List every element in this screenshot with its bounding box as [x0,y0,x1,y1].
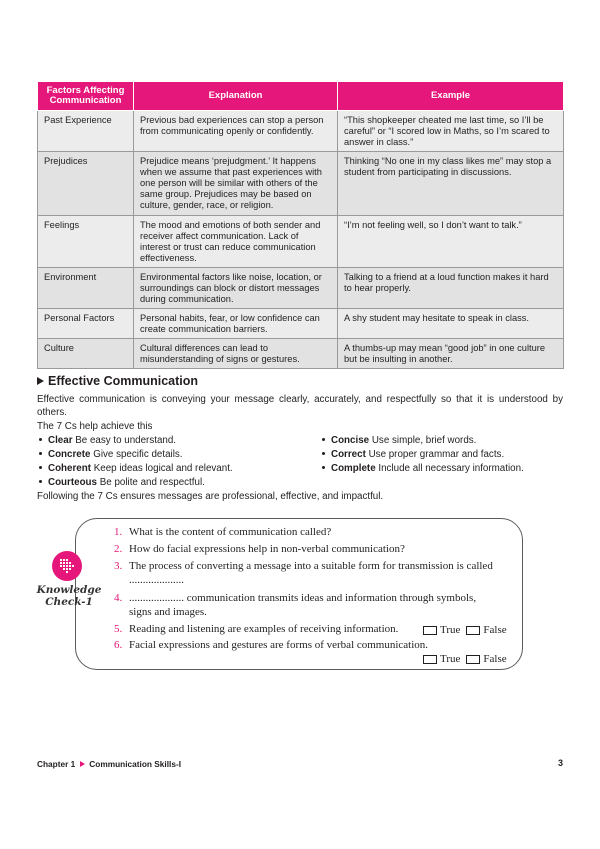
term: Concrete [48,449,91,460]
factors-table [37,81,564,369]
question-number: 5. [114,623,123,635]
example-cell: A thumbs-up may mean “good job” in one culture but be insulting in another. [338,339,564,369]
term: Courteous [48,477,97,488]
explanation-cell: Environmental factors like noise, location, or surroundings can block or distort messages during communication. [134,268,338,309]
seven-cs-summary: Following the 7 Cs ensures messages are professional, effective, and impactful. [37,491,384,502]
desc: Be polite and respectful. [99,477,205,488]
term: Concise [331,435,370,446]
bullet-icon [39,452,42,455]
grid-arrow-icon [52,551,82,581]
example-cell: Thinking “No one in my class likes me” may stop a student from participating in discussions. [338,152,564,216]
question-text: How do facial expressions help in non-verbal communication? [129,543,405,555]
badge-line: Knowledge [36,584,102,596]
section-paragraph: Effective communication is conveying your message clearly, accurately, and respectfully so that it is understood by others. [37,394,563,418]
factor-cell: Past Experience [38,111,134,152]
list-item [320,448,504,461]
term: Correct [331,449,366,460]
question-number: 6. [114,639,123,651]
table-row [38,152,564,216]
factor-cell: Environment [38,268,134,309]
question-text: Facial expressions and gestures are forms of verbal communication. [129,639,429,651]
bullet-icon [322,466,325,469]
true-label: True [440,624,461,636]
bullet-icon [322,438,325,441]
true-false-options [423,653,507,665]
badge-line: Check-1 [45,596,93,608]
explanation-cell: Cultural differences can lead to misunderstanding of signs or gestures. [134,339,338,369]
desc: Include all necessary information. [378,463,524,474]
page-footer [37,759,181,769]
desc: Keep ideas logical and relevant. [93,463,233,474]
false-label: False [483,653,507,665]
desc: Give specific details. [93,449,183,460]
true-checkbox[interactable] [423,655,437,664]
header-explanation: Explanation [134,82,338,111]
question-text: Reading and listening are examples of receiving information. [129,623,399,635]
example-cell: A shy student may hesitate to speak in class. [338,309,564,339]
header-example: Example [338,82,564,111]
example-cell: “I’m not feeling well, so I don’t want to talk.” [338,216,564,268]
question-item [114,559,493,573]
list-item [37,448,183,461]
question-item [114,591,476,605]
table-row [38,339,564,369]
list-item [320,434,476,447]
bullet-icon [322,452,325,455]
header-factors: Factors Affecting Communication [38,82,134,111]
list-item [37,434,176,447]
question-item [114,525,331,539]
false-checkbox[interactable] [466,626,480,635]
question-blank: .................... [129,574,184,586]
false-label: False [483,624,507,636]
section-title: Effective Communication [48,374,199,388]
true-checkbox[interactable] [423,626,437,635]
table-row [38,111,564,152]
true-label: True [440,653,461,665]
desc: Use simple, brief words. [371,435,477,446]
question-item [114,622,398,636]
triangle-bullet-icon [37,377,44,385]
term: Complete [331,463,376,474]
question-text: The process of converting a message into a suitable form for transmission is called [129,560,493,572]
question-number: 3. [114,560,123,572]
explanation-cell: Prejudice means ‘prejudgment.’ It happens when we assume that past experiences with one person will be similar with others of the same group. Prejudices may be based on culture, gender, race, or religion. [134,152,338,216]
desc: Use proper grammar and facts. [368,449,505,460]
factor-cell: Personal Factors [38,309,134,339]
explanation-cell: Personal habits, fear, or low confidence can create communication barriers. [134,309,338,339]
seven-cs-intro: The 7 Cs help achieve this [37,421,153,432]
table-row [38,268,564,309]
factor-cell: Feelings [38,216,134,268]
chapter-title: Communication Skills-I [89,759,182,769]
table-row [38,216,564,268]
example-cell: Talking to a friend at a loud function makes it hard to hear properly. [338,268,564,309]
triangle-bullet-icon [80,761,85,767]
example-cell: “This shopkeeper cheated me last time, so I’ll be careful” or “I scored low in Maths, so I’m scared to answer in class.” [338,111,564,152]
term: Clear [48,435,73,446]
badge-label [33,584,105,608]
bullet-icon [39,438,42,441]
list-item [320,462,524,475]
table-row [38,309,564,339]
question-text: .................... communication transmits ideas and information through symbols, [129,592,477,604]
page-number: 3 [557,758,563,768]
question-item [114,638,428,652]
question-continuation: signs and images. [129,606,207,618]
question-number: 1. [114,526,123,538]
section-heading [37,374,198,388]
true-false-options [423,624,507,636]
factor-cell: Culture [38,339,134,369]
table-header-row [38,82,564,111]
factor-cell: Prejudices [38,152,134,216]
bullet-icon [39,466,42,469]
question-item [114,542,405,556]
desc: Be easy to understand. [75,435,177,446]
knowledge-check-badge [33,551,105,627]
question-text: What is the content of communication called? [129,526,332,538]
chapter-label: Chapter 1 [37,759,76,769]
bullet-icon [39,480,42,483]
explanation-cell: Previous bad experiences can stop a person from communicating openly or confidently. [134,111,338,152]
explanation-cell: The mood and emotions of both sender and receiver affect communication. Lack of interest or trust can reduce communication effectiveness. [134,216,338,268]
false-checkbox[interactable] [466,655,480,664]
question-number: 2. [114,543,123,555]
question-number: 4. [114,592,123,604]
term: Coherent [48,463,92,474]
list-item [37,476,205,489]
list-item [37,462,233,475]
